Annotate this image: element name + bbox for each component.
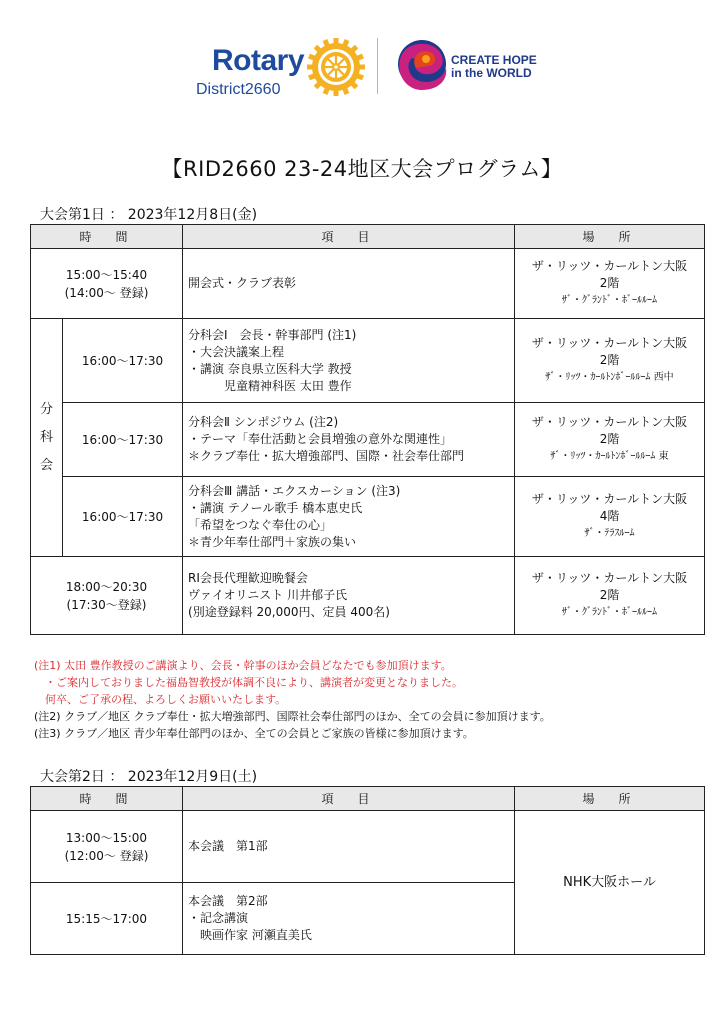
time: 15:00～15:40	[65, 267, 148, 282]
header-time: 時 間	[31, 787, 183, 811]
venue: ザ・リッツ・カールトン大阪	[531, 415, 688, 429]
item-line: 本会議 第1部	[188, 839, 268, 853]
bunkakai-char: 会	[39, 457, 53, 473]
create-hope-logo-icon	[396, 38, 448, 90]
time: 13:00～15:00	[65, 830, 148, 845]
venue: ザ・リッツ・カールトン大阪	[531, 492, 688, 506]
time-cell	[31, 811, 183, 883]
time: 16:00～17:30	[81, 353, 164, 368]
day1-heading: 大会第1日 ： 2023年12月8日(金)	[40, 207, 258, 223]
item-line: (別途登録料 20,000円、定員 400名)	[188, 605, 390, 619]
table-header-row	[31, 225, 705, 249]
item-line: ・大会決議案上程	[188, 344, 285, 359]
item-line: 分科会Ⅱ シンポジウム (注2)	[188, 415, 339, 429]
day1-table	[30, 224, 705, 635]
item-cell	[183, 557, 515, 635]
room: ｻﾞ・ﾘｯﾂ・ｶｰﾙﾄﾝﾎﾞｰﾙﾙｰﾑ 西中	[545, 372, 674, 383]
place-cell	[515, 557, 705, 635]
note-line: (注3) クラブ／地区 青少年奉仕部門のほか、全ての会員とご家族の皆様に参加頂けます。	[34, 727, 474, 740]
item-cell	[183, 319, 515, 403]
header-item: 項 目	[183, 225, 515, 249]
table-row	[31, 477, 705, 557]
notes	[34, 657, 551, 742]
floor: 2階	[599, 353, 620, 367]
time-registration: (14:00～ 登録)	[64, 285, 149, 300]
item-line: 「希望をつなぐ奉仕の心」	[188, 517, 333, 532]
item-line: ・講演 奈良県立医科大学 教授	[188, 361, 352, 376]
day2-heading: 大会第2日 ： 2023年12月9日(土)	[40, 769, 258, 785]
time-cell	[31, 883, 183, 955]
place-cell	[515, 319, 705, 403]
floor: 2階	[599, 588, 620, 602]
time-registration: (17:30～登録)	[66, 597, 147, 612]
time-cell	[31, 557, 183, 635]
floor: 2階	[599, 432, 620, 446]
item-line: 本会議 第2部	[188, 894, 268, 908]
district-label: District2660	[196, 81, 281, 98]
rotary-wordmark: Rotary	[212, 44, 305, 77]
note-line: (注2) クラブ／地区 クラブ奉仕・拡大増強部門、国際社会奉仕部門のほか、全ての会員に参加頂けます。	[34, 710, 551, 723]
page-title: 【RID2660 23-24地区大会プログラム】	[161, 157, 563, 181]
table-row	[31, 403, 705, 477]
place-cell	[515, 811, 705, 955]
item-cell	[183, 883, 515, 955]
logo-divider	[377, 38, 378, 94]
table-header-row	[31, 787, 705, 811]
slogan-line-1: CREATE HOPE	[451, 53, 537, 67]
room: ｻﾞ・ｸﾞﾗﾝﾄﾞ・ﾎﾞｰﾙﾙｰﾑ	[562, 607, 658, 618]
item-cell	[183, 403, 515, 477]
item-line: ・記念講演	[188, 911, 249, 925]
time-cell	[31, 249, 183, 319]
note-line: (注1) 太田 豊作教授のご講演より、会長・幹事のほか会員どなたでも参加頂けます。	[34, 659, 452, 672]
day2-table	[30, 786, 705, 955]
item-line: 分科会Ⅰ 会長・幹事部門 (注1)	[188, 327, 357, 342]
place-cell	[515, 477, 705, 557]
item-line: ・テーマ「奉仕活動と会員増強の意外な関連性」	[188, 432, 453, 446]
bunkakai-label	[31, 319, 63, 557]
item-cell	[183, 477, 515, 557]
slogan-line-2: in the WORLD	[451, 66, 532, 80]
item-line: 児童精神科医 太田 豊作	[188, 378, 352, 393]
note-line: 何卒、ご了承の程、よろしくお願いいたします。	[34, 693, 287, 706]
item-cell	[183, 249, 515, 319]
table-row	[31, 249, 705, 319]
room: ｻﾞ・ﾘｯﾂ・ｶｰﾙﾄﾝﾎﾞｰﾙﾙｰﾑ 東	[550, 451, 669, 462]
rotary-wheel-icon	[305, 36, 367, 98]
header-time: 時 間	[31, 225, 183, 249]
item-line: ・講演 テノール歌手 橋本恵史氏	[188, 500, 363, 515]
create-hope-slogan	[451, 54, 537, 80]
place-cell	[515, 249, 705, 319]
time: 18:00～20:30	[65, 579, 148, 594]
room: ｻﾞ・ﾃﾗｽﾙｰﾑ	[584, 528, 635, 539]
time: 16:00～17:30	[81, 509, 164, 524]
item-line: 映画作家 河瀬直美氏	[188, 928, 312, 942]
item-cell	[183, 811, 515, 883]
time: 15:15～17:00	[65, 911, 148, 926]
header-item: 項 目	[183, 787, 515, 811]
table-row	[31, 557, 705, 635]
venue: ザ・リッツ・カールトン大阪	[531, 336, 688, 350]
table-row	[31, 319, 705, 403]
time-registration: (12:00～ 登録)	[64, 848, 149, 863]
time: 16:00～17:30	[81, 432, 164, 447]
venue: ザ・リッツ・カールトン大阪	[531, 259, 688, 273]
time-cell	[63, 477, 183, 557]
floor: 4階	[599, 509, 620, 523]
time-cell	[63, 403, 183, 477]
item-line: 分科会Ⅲ 講話・エクスカーション (注3)	[188, 483, 401, 498]
venue: ザ・リッツ・カールトン大阪	[531, 571, 688, 585]
item-line: ＊クラブ奉仕・拡大増強部門、国際・社会奉仕部門	[188, 449, 465, 463]
place-cell	[515, 403, 705, 477]
item-line: ＊青少年奉仕部門＋家族の集い	[188, 534, 357, 549]
time-cell	[63, 319, 183, 403]
item-line: RI会長代理歓迎晩餐会	[188, 571, 308, 585]
item-line: 開会式・クラブ表彰	[188, 276, 297, 290]
floor: 2階	[599, 276, 620, 290]
header-place: 場 所	[515, 787, 705, 811]
room: ｻﾞ・ｸﾞﾗﾝﾄﾞ・ﾎﾞｰﾙﾙｰﾑ	[562, 295, 658, 306]
bunkakai-char: 科	[39, 429, 53, 445]
item-line: ヴァイオリニスト 川井郁子氏	[188, 588, 348, 602]
bunkakai-char: 分	[39, 401, 53, 417]
venue: NHK大阪ホール	[563, 875, 656, 890]
header-place: 場 所	[515, 225, 705, 249]
note-line: ・ご案内しておりました福島智教授が体調不良により、講演者が変更となりました。	[34, 676, 463, 689]
table-row	[31, 811, 705, 883]
